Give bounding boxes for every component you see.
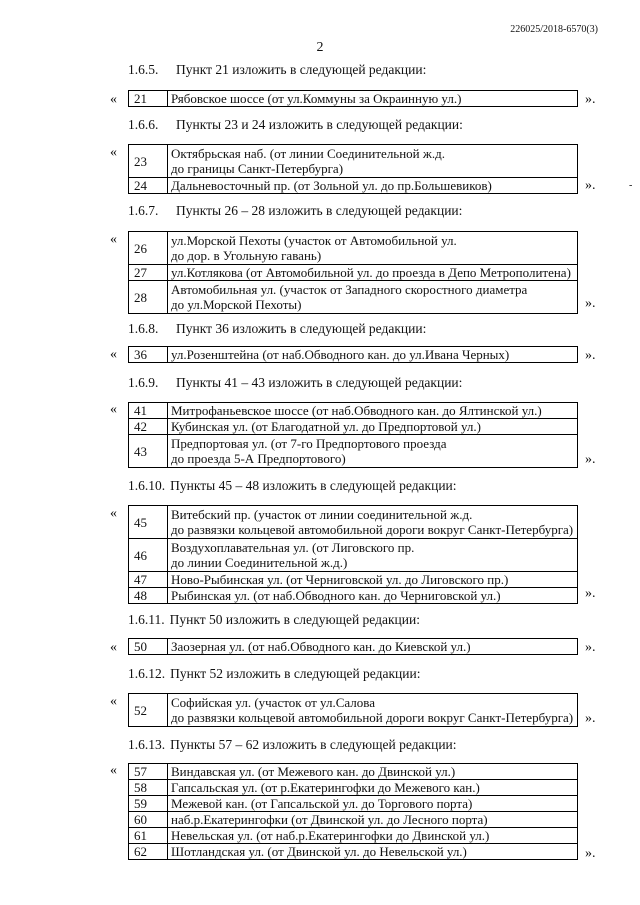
item-number: 45 [129, 506, 168, 539]
section-number: 1.6.5. [128, 62, 159, 77]
table-row [129, 828, 578, 844]
section-heading: Пункты 41 – 43 изложить в следующей редакции: [176, 375, 463, 390]
item-number: 43 [129, 435, 168, 468]
item-number: 36 [129, 347, 168, 363]
open-quote: « [110, 506, 117, 521]
table-row [129, 178, 578, 194]
item-text: Ново-Рыбинская ул. (от Черниговской ул. до Лиговского пр.) [168, 572, 578, 588]
item-number: 21 [129, 91, 168, 107]
table-row [129, 812, 578, 828]
close-quote: ». [585, 296, 596, 311]
table-row [129, 232, 578, 265]
table-row [129, 265, 578, 281]
table-row [129, 796, 578, 812]
item-text: Рыбинская ул. (от наб.Обводного кан. до Черниговской ул.) [168, 588, 578, 604]
section-heading: Пункт 52 изложить в следующей редакции: [170, 666, 421, 681]
item-text: Воздухоплавательная ул. (от Лиговского пр. до линии Соединительной ж.д.) [168, 539, 578, 572]
document-number: 226025/2018-6570(3) [510, 24, 598, 35]
item-number: 28 [129, 281, 168, 314]
section-number: 1.6.12. [128, 666, 166, 681]
section-number: 1.6.8. [128, 321, 159, 336]
item-text: Автомобильная ул. (участок от Западного скоростного диаметра до ул.Морской Пехоты) [168, 281, 578, 314]
item-number: 42 [129, 419, 168, 435]
item-number: 61 [129, 828, 168, 844]
item-number: 47 [129, 572, 168, 588]
item-text: ул.Котлякова (от Автомобильной ул. до проезда в Депо Метрополитена) [168, 265, 578, 281]
close-quote: ». [585, 846, 596, 861]
section-heading: Пункты 57 – 62 изложить в следующей редакции: [170, 737, 457, 752]
section-title [128, 478, 457, 494]
item-number: 60 [129, 812, 168, 828]
item-number: 24 [129, 178, 168, 194]
item-text: Софийская ул. (участок от ул.Салова до развязки кольцевой автомобильной дороги вокруг Санкт-Петербурга) [168, 694, 578, 727]
amendment-table [128, 90, 578, 107]
page-number: 2 [316, 40, 324, 55]
section-heading: Пункты 26 – 28 изложить в следующей редакции: [176, 203, 463, 218]
open-quote: « [110, 92, 117, 107]
amendment-table [128, 346, 578, 363]
section-title [128, 375, 462, 391]
table-row [129, 403, 578, 419]
table-row [129, 419, 578, 435]
amendment-table [128, 144, 578, 194]
item-text: Гапсальская ул. (от р.Екатерингофки до Межевого кан.) [168, 780, 578, 796]
amendment-table [128, 763, 578, 860]
close-quote: ». [585, 452, 596, 467]
close-quote: ». [585, 92, 596, 107]
open-quote: « [110, 694, 117, 709]
section-heading: Пункты 45 – 48 изложить в следующей редакции: [170, 478, 457, 493]
section-title [128, 666, 420, 682]
section-heading: Пункт 21 изложить в следующей редакции: [176, 62, 427, 77]
close-quote: ». [585, 348, 596, 363]
section-title [128, 321, 426, 337]
section-heading: Пункт 36 изложить в следующей редакции: [176, 321, 427, 336]
item-text: ул.Розенштейна (от наб.Обводного кан. до ул.Ивана Черных) [168, 347, 578, 363]
section-title [128, 612, 420, 628]
table-row [129, 281, 578, 314]
table-row [129, 844, 578, 860]
item-text: Виндавская ул. (от Межевого кан. до Двинской ул.) [168, 764, 578, 780]
table-row [129, 780, 578, 796]
item-text: Митрофаньевское шоссе (от наб.Обводного кан. до Ялтинской ул.) [168, 403, 578, 419]
item-number: 62 [129, 844, 168, 860]
item-text: ул.Морской Пехоты (участок от Автомобильной ул. до дор. в Угольную гавань) [168, 232, 578, 265]
item-text: Межевой кан. (от Гапсальской ул. до Торгового порта) [168, 796, 578, 812]
item-number: 26 [129, 232, 168, 265]
section-number: 1.6.6. [128, 117, 159, 132]
section-number: 1.6.9. [128, 375, 159, 390]
amendment-table [128, 402, 578, 468]
item-text: Кубинская ул. (от Благодатной ул. до Предпортовой ул.) [168, 419, 578, 435]
item-number: 50 [129, 639, 168, 655]
open-quote: « [110, 763, 117, 778]
close-quote: ». [585, 640, 596, 655]
item-text: Витебский пр. (участок от линии соединительной ж.д. до развязки кольцевой автомобильной дороги вокруг Санкт-Петербурга) [168, 506, 578, 539]
section-number: 1.6.7. [128, 203, 159, 218]
open-quote: « [110, 145, 117, 160]
item-text: Заозерная ул. (от наб.Обводного кан. до Киевской ул.) [168, 639, 578, 655]
section-heading: Пункт 50 изложить в следующей редакции: [169, 612, 420, 627]
table-row [129, 764, 578, 780]
item-text: Невельская ул. (от наб.р.Екатерингофки до Двинской ул.) [168, 828, 578, 844]
item-number: 57 [129, 764, 168, 780]
open-quote: « [110, 232, 117, 247]
item-number: 46 [129, 539, 168, 572]
item-text: Предпортовая ул. (от 7-го Предпортового проезда до проезда 5-А Предпортового) [168, 435, 578, 468]
section-number: 1.6.10. [128, 478, 166, 493]
item-text: Октябрьская наб. (от линии Соединительной ж.д. до границы Санкт-Петербурга) [168, 145, 578, 178]
item-number: 41 [129, 403, 168, 419]
item-number: 58 [129, 780, 168, 796]
close-quote: ». [585, 711, 596, 726]
item-text: Дальневосточный пр. (от Зольной ул. до пр.Большевиков) [168, 178, 578, 194]
open-quote: « [110, 402, 117, 417]
open-quote: « [110, 347, 117, 362]
table-row [129, 572, 578, 588]
item-text: наб.р.Екатерингофки (от Двинской ул. до Лесного порта) [168, 812, 578, 828]
table-row [129, 435, 578, 468]
section-heading: Пункты 23 и 24 изложить в следующей редакции: [176, 117, 463, 132]
open-quote: « [110, 640, 117, 655]
item-number: 59 [129, 796, 168, 812]
amendment-table [128, 693, 578, 727]
section-title [128, 117, 463, 133]
table-row [129, 347, 578, 363]
table-row [129, 639, 578, 655]
table-row [129, 539, 578, 572]
amendment-table [128, 505, 578, 604]
table-row [129, 506, 578, 539]
table-row [129, 588, 578, 604]
close-quote: ». [585, 586, 596, 601]
stray-mark: - [629, 180, 633, 191]
amendment-table [128, 638, 578, 655]
table-row [129, 91, 578, 107]
table-row [129, 694, 578, 727]
section-title [128, 203, 462, 219]
section-number: 1.6.13. [128, 737, 166, 752]
close-quote: ». [585, 178, 596, 193]
amendment-table [128, 231, 578, 314]
item-number: 52 [129, 694, 168, 727]
item-number: 48 [129, 588, 168, 604]
item-text: Рябовское шоссе (от ул.Коммуны за Окраинную ул.) [168, 91, 578, 107]
section-number: 1.6.11. [128, 612, 165, 627]
section-title [128, 737, 457, 753]
item-number: 27 [129, 265, 168, 281]
table-row [129, 145, 578, 178]
item-number: 23 [129, 145, 168, 178]
item-text: Шотландская ул. (от Двинской ул. до Невельской ул.) [168, 844, 578, 860]
section-title [128, 62, 426, 78]
